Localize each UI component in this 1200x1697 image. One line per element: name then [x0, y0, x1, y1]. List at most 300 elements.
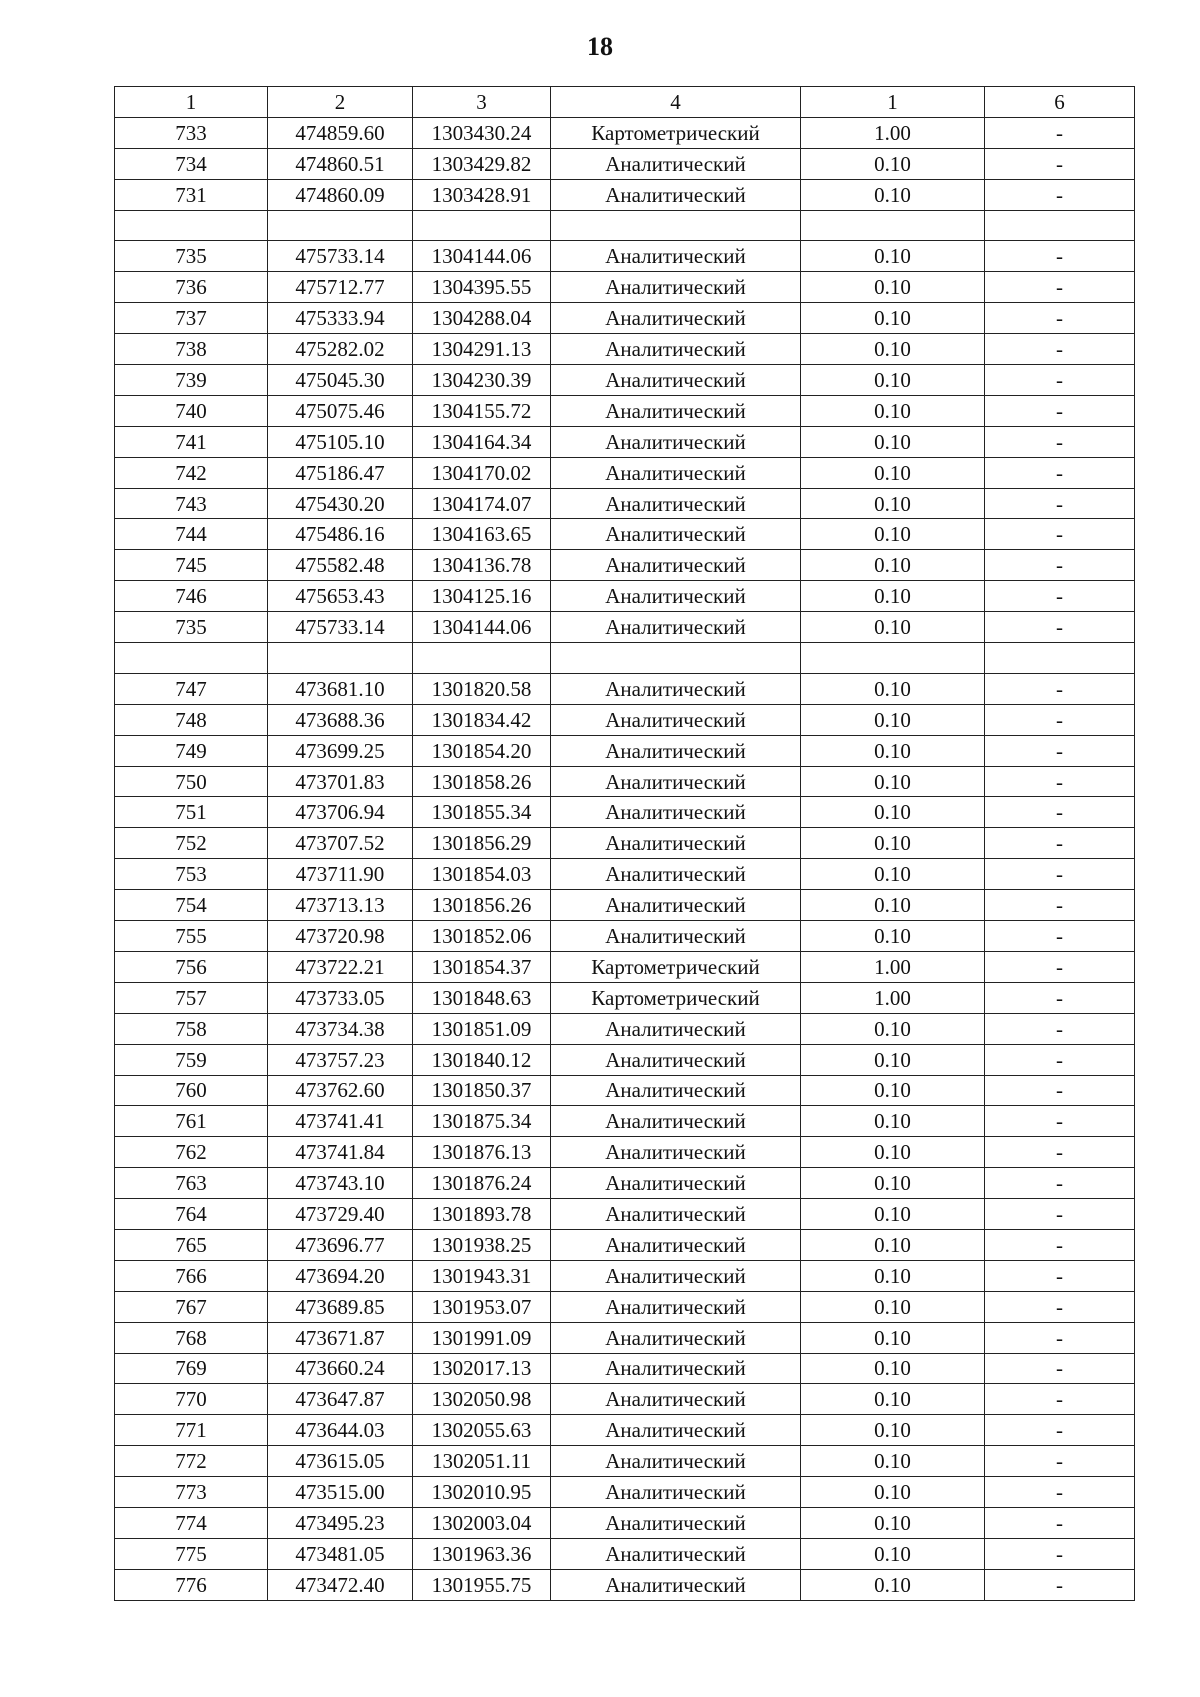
cell-note: - [985, 365, 1135, 396]
cell-coord-x: 473688.36 [268, 704, 413, 735]
cell-coord-x: 473729.40 [268, 1199, 413, 1230]
cell-coord-x: 473701.83 [268, 766, 413, 797]
cell-coord-x: 474860.51 [268, 148, 413, 179]
table-row [115, 179, 1135, 210]
cell-note: - [985, 735, 1135, 766]
cell-coord-y: 1304164.34 [413, 426, 551, 457]
cell-point-number: 760 [115, 1075, 268, 1106]
cell-accuracy: 0.10 [801, 488, 985, 519]
table-row [115, 643, 1135, 674]
cell-note: - [985, 1353, 1135, 1384]
cell-point-number: 756 [115, 951, 268, 982]
cell-method: Аналитический [551, 1415, 801, 1446]
cell-coord-x: 475282.02 [268, 334, 413, 365]
table-header [115, 87, 1135, 118]
cell-coord-y: 1302003.04 [413, 1507, 551, 1538]
cell-coord-y: 1304155.72 [413, 395, 551, 426]
cell-accuracy: 0.10 [801, 519, 985, 550]
cell-point-number: 743 [115, 488, 268, 519]
cell-point-number: 767 [115, 1291, 268, 1322]
cell-note: - [985, 457, 1135, 488]
cell-method: Аналитический [551, 1044, 801, 1075]
cell-point-number: 765 [115, 1229, 268, 1260]
cell-coord-y: 1303429.82 [413, 148, 551, 179]
cell-coord-x: 473660.24 [268, 1353, 413, 1384]
cell-accuracy: 1.00 [801, 951, 985, 982]
cell-point-number: 768 [115, 1322, 268, 1353]
cell-note: - [985, 1229, 1135, 1260]
cell-point-number: 761 [115, 1106, 268, 1137]
cell-coord-x: 473706.94 [268, 797, 413, 828]
cell-coord-y: 1301820.58 [413, 673, 551, 704]
cell-method: Аналитический [551, 612, 801, 643]
cell-coord-y: 1304230.39 [413, 365, 551, 396]
cell-note: - [985, 303, 1135, 334]
cell-coord-x: 473720.98 [268, 921, 413, 952]
table-row [115, 704, 1135, 735]
cell-accuracy: 1.00 [801, 117, 985, 148]
cell-method: Аналитический [551, 1106, 801, 1137]
cell-point-number: 759 [115, 1044, 268, 1075]
cell-coord-x: 475075.46 [268, 395, 413, 426]
cell-coord-x: 473734.38 [268, 1013, 413, 1044]
cell-method: Аналитический [551, 488, 801, 519]
cell-accuracy: 0.10 [801, 303, 985, 334]
cell-method: Аналитический [551, 797, 801, 828]
cell-coord-x: 473644.03 [268, 1415, 413, 1446]
cell-note: - [985, 1106, 1135, 1137]
cell-point-number: 735 [115, 241, 268, 272]
table-row [115, 210, 1135, 241]
cell-coord-x: 473722.21 [268, 951, 413, 982]
page-number: 18 [587, 32, 613, 61]
cell-coord-y: 1301875.34 [413, 1106, 551, 1137]
table-row [115, 1322, 1135, 1353]
cell-method: Аналитический [551, 1507, 801, 1538]
cell-method: Аналитический [551, 1538, 801, 1569]
cell-point-number: 747 [115, 673, 268, 704]
cell-coord-y: 1301991.09 [413, 1322, 551, 1353]
cell-method: Аналитический [551, 581, 801, 612]
cell-coord-x: 473713.13 [268, 890, 413, 921]
cell-coord-x: 474859.60 [268, 117, 413, 148]
cell-note: - [985, 673, 1135, 704]
cell-coord-x: 475186.47 [268, 457, 413, 488]
cell-coord-y: 1301834.42 [413, 704, 551, 735]
table-row [115, 1260, 1135, 1291]
table-row [115, 550, 1135, 581]
cell-note: - [985, 1075, 1135, 1106]
cell-coord-y: 1301848.63 [413, 982, 551, 1013]
cell-coord-y: 1301856.29 [413, 828, 551, 859]
cell-note: - [985, 828, 1135, 859]
cell-point-number: 748 [115, 704, 268, 735]
cell-coord-x: 475333.94 [268, 303, 413, 334]
column-header-3: 3 [413, 87, 551, 118]
table-row [115, 1168, 1135, 1199]
cell-point-number: 763 [115, 1168, 268, 1199]
cell-coord-y: 1304291.13 [413, 334, 551, 365]
cell-note: - [985, 612, 1135, 643]
cell-accuracy [801, 643, 985, 674]
coordinates-table [114, 86, 1135, 1601]
cell-method: Аналитический [551, 921, 801, 952]
cell-accuracy: 0.10 [801, 395, 985, 426]
cell-note [985, 643, 1135, 674]
cell-accuracy: 0.10 [801, 890, 985, 921]
cell-point-number: 749 [115, 735, 268, 766]
cell-point-number: 745 [115, 550, 268, 581]
table-row [115, 1507, 1135, 1538]
cell-point-number: 733 [115, 117, 268, 148]
cell-note: - [985, 1260, 1135, 1291]
cell-method: Аналитический [551, 1199, 801, 1230]
cell-coord-x: 473694.20 [268, 1260, 413, 1291]
cell-accuracy: 0.10 [801, 179, 985, 210]
cell-accuracy: 0.10 [801, 673, 985, 704]
cell-note: - [985, 395, 1135, 426]
cell-point-number: 755 [115, 921, 268, 952]
cell-accuracy: 0.10 [801, 1569, 985, 1600]
cell-method: Аналитический [551, 673, 801, 704]
cell-coord-y: 1302050.98 [413, 1384, 551, 1415]
cell-point-number: 776 [115, 1569, 268, 1600]
cell-accuracy: 0.10 [801, 1199, 985, 1230]
cell-accuracy: 0.10 [801, 581, 985, 612]
cell-accuracy: 0.10 [801, 334, 985, 365]
table-row [115, 1353, 1135, 1384]
cell-coord-y: 1304125.16 [413, 581, 551, 612]
cell-point-number: 775 [115, 1538, 268, 1569]
cell-note: - [985, 1477, 1135, 1508]
cell-method: Аналитический [551, 1229, 801, 1260]
cell-method: Аналитический [551, 1137, 801, 1168]
cell-coord-y [413, 643, 551, 674]
cell-method: Аналитический [551, 1013, 801, 1044]
table-row [115, 1199, 1135, 1230]
cell-coord-x: 473762.60 [268, 1075, 413, 1106]
cell-coord-y: 1304170.02 [413, 457, 551, 488]
cell-coord-x: 473515.00 [268, 1477, 413, 1508]
cell-accuracy: 0.10 [801, 1044, 985, 1075]
cell-note: - [985, 951, 1135, 982]
cell-accuracy: 0.10 [801, 365, 985, 396]
cell-method: Аналитический [551, 179, 801, 210]
cell-point-number: 735 [115, 612, 268, 643]
cell-point-number: 746 [115, 581, 268, 612]
cell-accuracy: 0.10 [801, 1075, 985, 1106]
cell-note: - [985, 581, 1135, 612]
cell-method: Аналитический [551, 1075, 801, 1106]
cell-coord-y: 1301876.24 [413, 1168, 551, 1199]
cell-coord-x: 473681.10 [268, 673, 413, 704]
cell-point-number: 740 [115, 395, 268, 426]
cell-coord-x: 473615.05 [268, 1446, 413, 1477]
table-row [115, 241, 1135, 272]
cell-note: - [985, 1384, 1135, 1415]
cell-accuracy: 0.10 [801, 1137, 985, 1168]
cell-coord-y: 1304136.78 [413, 550, 551, 581]
table-row [115, 766, 1135, 797]
cell-coord-x: 474860.09 [268, 179, 413, 210]
cell-method: Аналитический [551, 148, 801, 179]
table-row [115, 488, 1135, 519]
cell-point-number [115, 210, 268, 241]
table-row [115, 921, 1135, 952]
cell-point-number: 757 [115, 982, 268, 1013]
cell-coord-y: 1301850.37 [413, 1075, 551, 1106]
table-row [115, 1477, 1135, 1508]
cell-note: - [985, 1322, 1135, 1353]
cell-note: - [985, 982, 1135, 1013]
cell-note: - [985, 1137, 1135, 1168]
cell-accuracy: 0.10 [801, 1168, 985, 1199]
cell-coord-y: 1304288.04 [413, 303, 551, 334]
cell-note: - [985, 1507, 1135, 1538]
cell-method: Аналитический [551, 890, 801, 921]
cell-coord-y: 1301851.09 [413, 1013, 551, 1044]
cell-coord-y: 1304144.06 [413, 612, 551, 643]
cell-coord-x: 473743.10 [268, 1168, 413, 1199]
cell-coord-x: 475486.16 [268, 519, 413, 550]
cell-accuracy [801, 210, 985, 241]
cell-method: Аналитический [551, 1322, 801, 1353]
table-row [115, 1415, 1135, 1446]
cell-coord-x: 475105.10 [268, 426, 413, 457]
cell-method: Аналитический [551, 395, 801, 426]
cell-accuracy: 0.10 [801, 550, 985, 581]
cell-accuracy: 0.10 [801, 1446, 985, 1477]
cell-note: - [985, 272, 1135, 303]
cell-point-number: 771 [115, 1415, 268, 1446]
cell-point-number: 751 [115, 797, 268, 828]
cell-coord-y: 1301854.37 [413, 951, 551, 982]
cell-accuracy: 0.10 [801, 1322, 985, 1353]
cell-method: Аналитический [551, 1353, 801, 1384]
cell-method: Аналитический [551, 1384, 801, 1415]
cell-method: Аналитический [551, 365, 801, 396]
cell-coord-y: 1301852.06 [413, 921, 551, 952]
cell-accuracy: 0.10 [801, 797, 985, 828]
cell-note: - [985, 519, 1135, 550]
cell-accuracy: 0.10 [801, 1538, 985, 1569]
cell-note [985, 210, 1135, 241]
cell-coord-x: 473741.41 [268, 1106, 413, 1137]
cell-accuracy: 0.10 [801, 1260, 985, 1291]
cell-method: Аналитический [551, 457, 801, 488]
cell-method: Аналитический [551, 550, 801, 581]
table-row [115, 365, 1135, 396]
cell-point-number: 758 [115, 1013, 268, 1044]
cell-accuracy: 0.10 [801, 241, 985, 272]
cell-coord-x: 473671.87 [268, 1322, 413, 1353]
cell-coord-y: 1301854.20 [413, 735, 551, 766]
cell-method: Аналитический [551, 1569, 801, 1600]
cell-point-number: 734 [115, 148, 268, 179]
cell-note: - [985, 704, 1135, 735]
table-row [115, 612, 1135, 643]
cell-note: - [985, 334, 1135, 365]
column-header-2: 2 [268, 87, 413, 118]
cell-method: Аналитический [551, 828, 801, 859]
cell-accuracy: 0.10 [801, 766, 985, 797]
cell-accuracy: 0.10 [801, 1291, 985, 1322]
table-row [115, 303, 1135, 334]
cell-note: - [985, 1199, 1135, 1230]
cell-coord-x: 475733.14 [268, 612, 413, 643]
cell-coord-x: 473733.05 [268, 982, 413, 1013]
column-header-5: 1 [801, 87, 985, 118]
cell-method: Аналитический [551, 1260, 801, 1291]
cell-coord-y: 1302017.13 [413, 1353, 551, 1384]
cell-accuracy: 0.10 [801, 704, 985, 735]
table-row [115, 890, 1135, 921]
cell-coord-x: 473647.87 [268, 1384, 413, 1415]
table-row [115, 426, 1135, 457]
table-row [115, 1075, 1135, 1106]
cell-point-number: 737 [115, 303, 268, 334]
column-header-6: 6 [985, 87, 1135, 118]
cell-coord-y: 1301856.26 [413, 890, 551, 921]
cell-accuracy: 0.10 [801, 1415, 985, 1446]
table-row [115, 334, 1135, 365]
cell-coord-x [268, 643, 413, 674]
cell-coord-y: 1301876.13 [413, 1137, 551, 1168]
cell-coord-x: 475712.77 [268, 272, 413, 303]
table-header-row [115, 87, 1135, 118]
cell-method: Картометрический [551, 982, 801, 1013]
cell-coord-y: 1302055.63 [413, 1415, 551, 1446]
table-row [115, 735, 1135, 766]
cell-point-number: 750 [115, 766, 268, 797]
cell-point-number: 766 [115, 1260, 268, 1291]
cell-point-number: 752 [115, 828, 268, 859]
cell-method: Аналитический [551, 272, 801, 303]
cell-coord-y: 1301854.03 [413, 859, 551, 890]
cell-coord-y: 1301840.12 [413, 1044, 551, 1075]
cell-coord-x: 473757.23 [268, 1044, 413, 1075]
cell-note: - [985, 890, 1135, 921]
cell-accuracy: 0.10 [801, 859, 985, 890]
cell-coord-x: 473472.40 [268, 1569, 413, 1600]
cell-note: - [985, 1538, 1135, 1569]
cell-point-number: 753 [115, 859, 268, 890]
cell-point-number: 770 [115, 1384, 268, 1415]
cell-method [551, 210, 801, 241]
table-row [115, 673, 1135, 704]
cell-method: Аналитический [551, 334, 801, 365]
cell-note: - [985, 1013, 1135, 1044]
cell-accuracy: 0.10 [801, 1353, 985, 1384]
cell-accuracy: 0.10 [801, 1106, 985, 1137]
table-row [115, 1044, 1135, 1075]
cell-coord-x: 473481.05 [268, 1538, 413, 1569]
cell-method: Аналитический [551, 1291, 801, 1322]
cell-note: - [985, 179, 1135, 210]
cell-coord-y: 1301858.26 [413, 766, 551, 797]
column-header-4: 4 [551, 87, 801, 118]
cell-coord-x: 475733.14 [268, 241, 413, 272]
cell-coord-x: 473699.25 [268, 735, 413, 766]
cell-point-number: 774 [115, 1507, 268, 1538]
cell-coord-y: 1304144.06 [413, 241, 551, 272]
cell-note: - [985, 1044, 1135, 1075]
cell-point-number: 769 [115, 1353, 268, 1384]
table-row [115, 395, 1135, 426]
cell-coord-y: 1301963.36 [413, 1538, 551, 1569]
cell-note: - [985, 766, 1135, 797]
table-row [115, 1384, 1135, 1415]
cell-method: Аналитический [551, 241, 801, 272]
cell-method: Аналитический [551, 1168, 801, 1199]
table-row [115, 797, 1135, 828]
cell-note: - [985, 1291, 1135, 1322]
cell-method: Аналитический [551, 426, 801, 457]
cell-method: Аналитический [551, 519, 801, 550]
cell-note: - [985, 1446, 1135, 1477]
cell-coord-y: 1301893.78 [413, 1199, 551, 1230]
cell-accuracy: 0.10 [801, 457, 985, 488]
cell-note: - [985, 488, 1135, 519]
cell-coord-y: 1302010.95 [413, 1477, 551, 1508]
table-row [115, 581, 1135, 612]
cell-point-number: 738 [115, 334, 268, 365]
cell-coord-y: 1301938.25 [413, 1229, 551, 1260]
cell-accuracy: 0.10 [801, 1477, 985, 1508]
cell-accuracy: 0.10 [801, 612, 985, 643]
cell-point-number: 744 [115, 519, 268, 550]
cell-coord-y: 1304395.55 [413, 272, 551, 303]
cell-coord-x: 473689.85 [268, 1291, 413, 1322]
cell-method: Картометрический [551, 951, 801, 982]
table-row [115, 1229, 1135, 1260]
table-row [115, 457, 1135, 488]
table-row [115, 1291, 1135, 1322]
cell-method: Аналитический [551, 859, 801, 890]
cell-point-number: 742 [115, 457, 268, 488]
cell-point-number: 772 [115, 1446, 268, 1477]
cell-coord-y: 1301953.07 [413, 1291, 551, 1322]
cell-coord-x: 475430.20 [268, 488, 413, 519]
cell-coord-x: 475045.30 [268, 365, 413, 396]
cell-note: - [985, 859, 1135, 890]
cell-note: - [985, 148, 1135, 179]
cell-coord-x: 473707.52 [268, 828, 413, 859]
cell-note: - [985, 1415, 1135, 1446]
table-row [115, 1013, 1135, 1044]
cell-note: - [985, 797, 1135, 828]
table-row [115, 117, 1135, 148]
table-row [115, 148, 1135, 179]
cell-accuracy: 0.10 [801, 1229, 985, 1260]
cell-coord-x: 475582.48 [268, 550, 413, 581]
cell-coord-y [413, 210, 551, 241]
table-row [115, 982, 1135, 1013]
table-row [115, 1137, 1135, 1168]
cell-point-number [115, 643, 268, 674]
cell-accuracy: 0.10 [801, 828, 985, 859]
cell-accuracy: 0.10 [801, 1384, 985, 1415]
cell-point-number: 764 [115, 1199, 268, 1230]
cell-coord-y: 1301943.31 [413, 1260, 551, 1291]
cell-method: Аналитический [551, 704, 801, 735]
column-header-1: 1 [115, 87, 268, 118]
cell-accuracy: 0.10 [801, 148, 985, 179]
cell-accuracy: 0.10 [801, 1507, 985, 1538]
cell-method: Аналитический [551, 766, 801, 797]
cell-point-number: 731 [115, 179, 268, 210]
cell-method: Аналитический [551, 735, 801, 766]
